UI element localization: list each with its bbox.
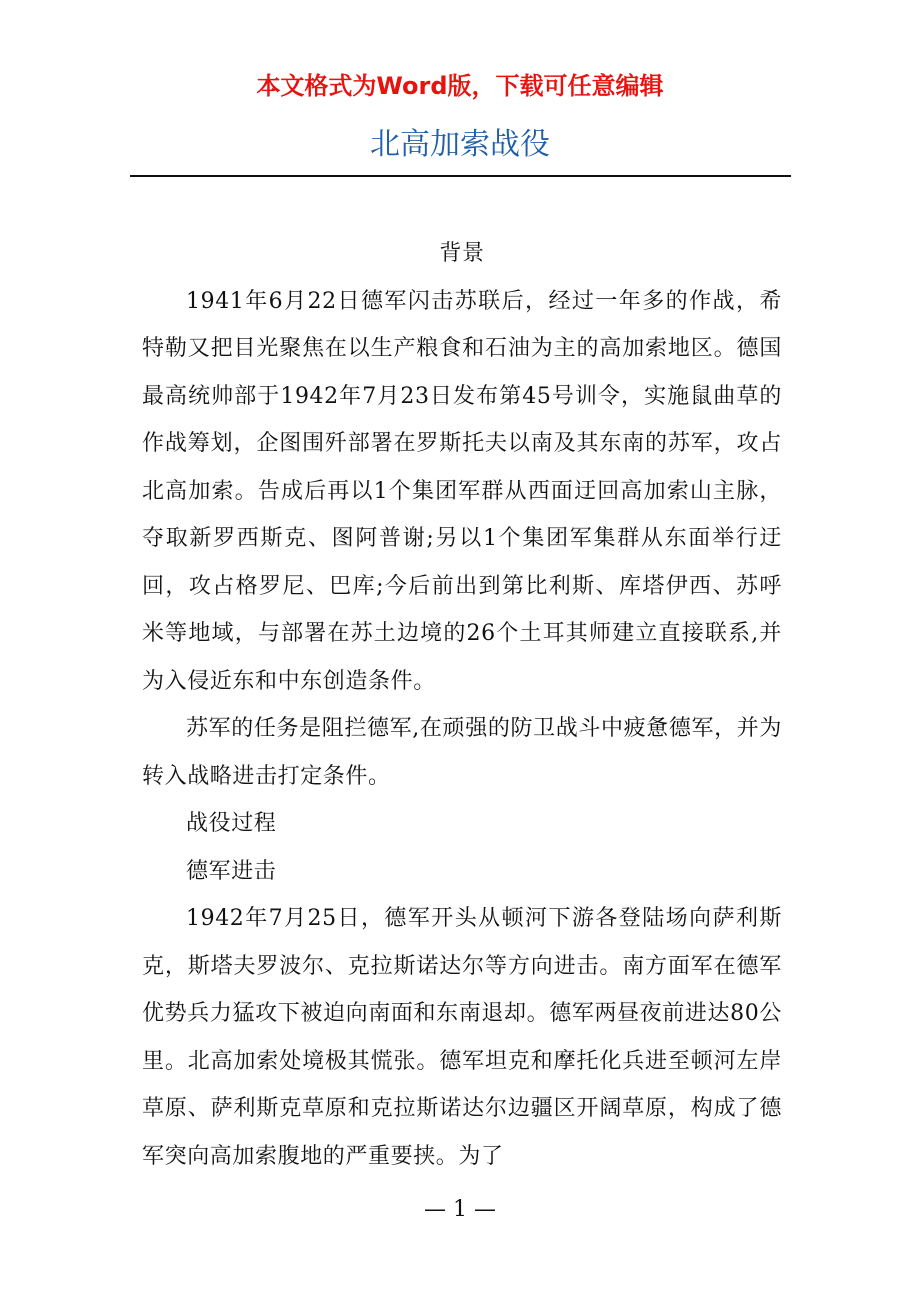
paragraph-german-offensive: 1942年7月25日，德军开头从顿河下游各登陆场向萨利斯克，斯塔夫罗波尔、克拉斯诺达尔等方向进击。南方面军在德军优势兵力猛攻下被迫向南面和东南退却。德军两昼夜前进达80公里。北高加索处境极其慌张。德军坦克和摩托化兵进至顿河左岸草原、萨利斯克草原和克拉斯诺达尔边疆区开阔草原，构成了德军突向高加索腹地的严重要挟。为了 <box>142 906 782 1169</box>
paragraph-background: 1941年6月22日德军闪击苏联后，经过一年多的作战，希特勒又把目光聚焦在以生产粮食和石油为主的高加索地区。德国最高统帅部于1942年7月23日发布第45号训令，实施鼠曲草的作战筹划，企图围歼部署在罗斯托夫以南及其东南的苏军，攻占北高加索。告成后再以1个集团军群从西面迂回高加索山主脉，夺取新罗西斯克、图阿普谢;另以1个集团军集群从东面举行迂回，攻占格罗尼、巴库;今后前出到第比利斯、库塔伊西、苏呼米等地域，与部署在苏土边境的26个土耳其师建立直接联系,并为入侵近东和中东创造条件。 <box>142 288 782 694</box>
format-notice-banner: 本文格式为Word版，下载可任意编辑 <box>256 72 664 100</box>
subsection-heading-german-offensive: 德军进击 <box>186 858 277 884</box>
document-title: 北高加索战役 <box>370 127 550 162</box>
title-divider <box>130 175 791 177</box>
page-number: — 1 — <box>424 1197 496 1222</box>
section-heading-background: 背景 <box>439 241 485 266</box>
document-body <box>142 230 782 1180</box>
paragraph-soviet-task: 苏军的任务是阻拦德军,在顽强的防卫战斗中疲惫德军，并为转入战略进击打定条件。 <box>142 716 782 789</box>
section-heading-campaign-process: 战役过程 <box>186 811 277 836</box>
